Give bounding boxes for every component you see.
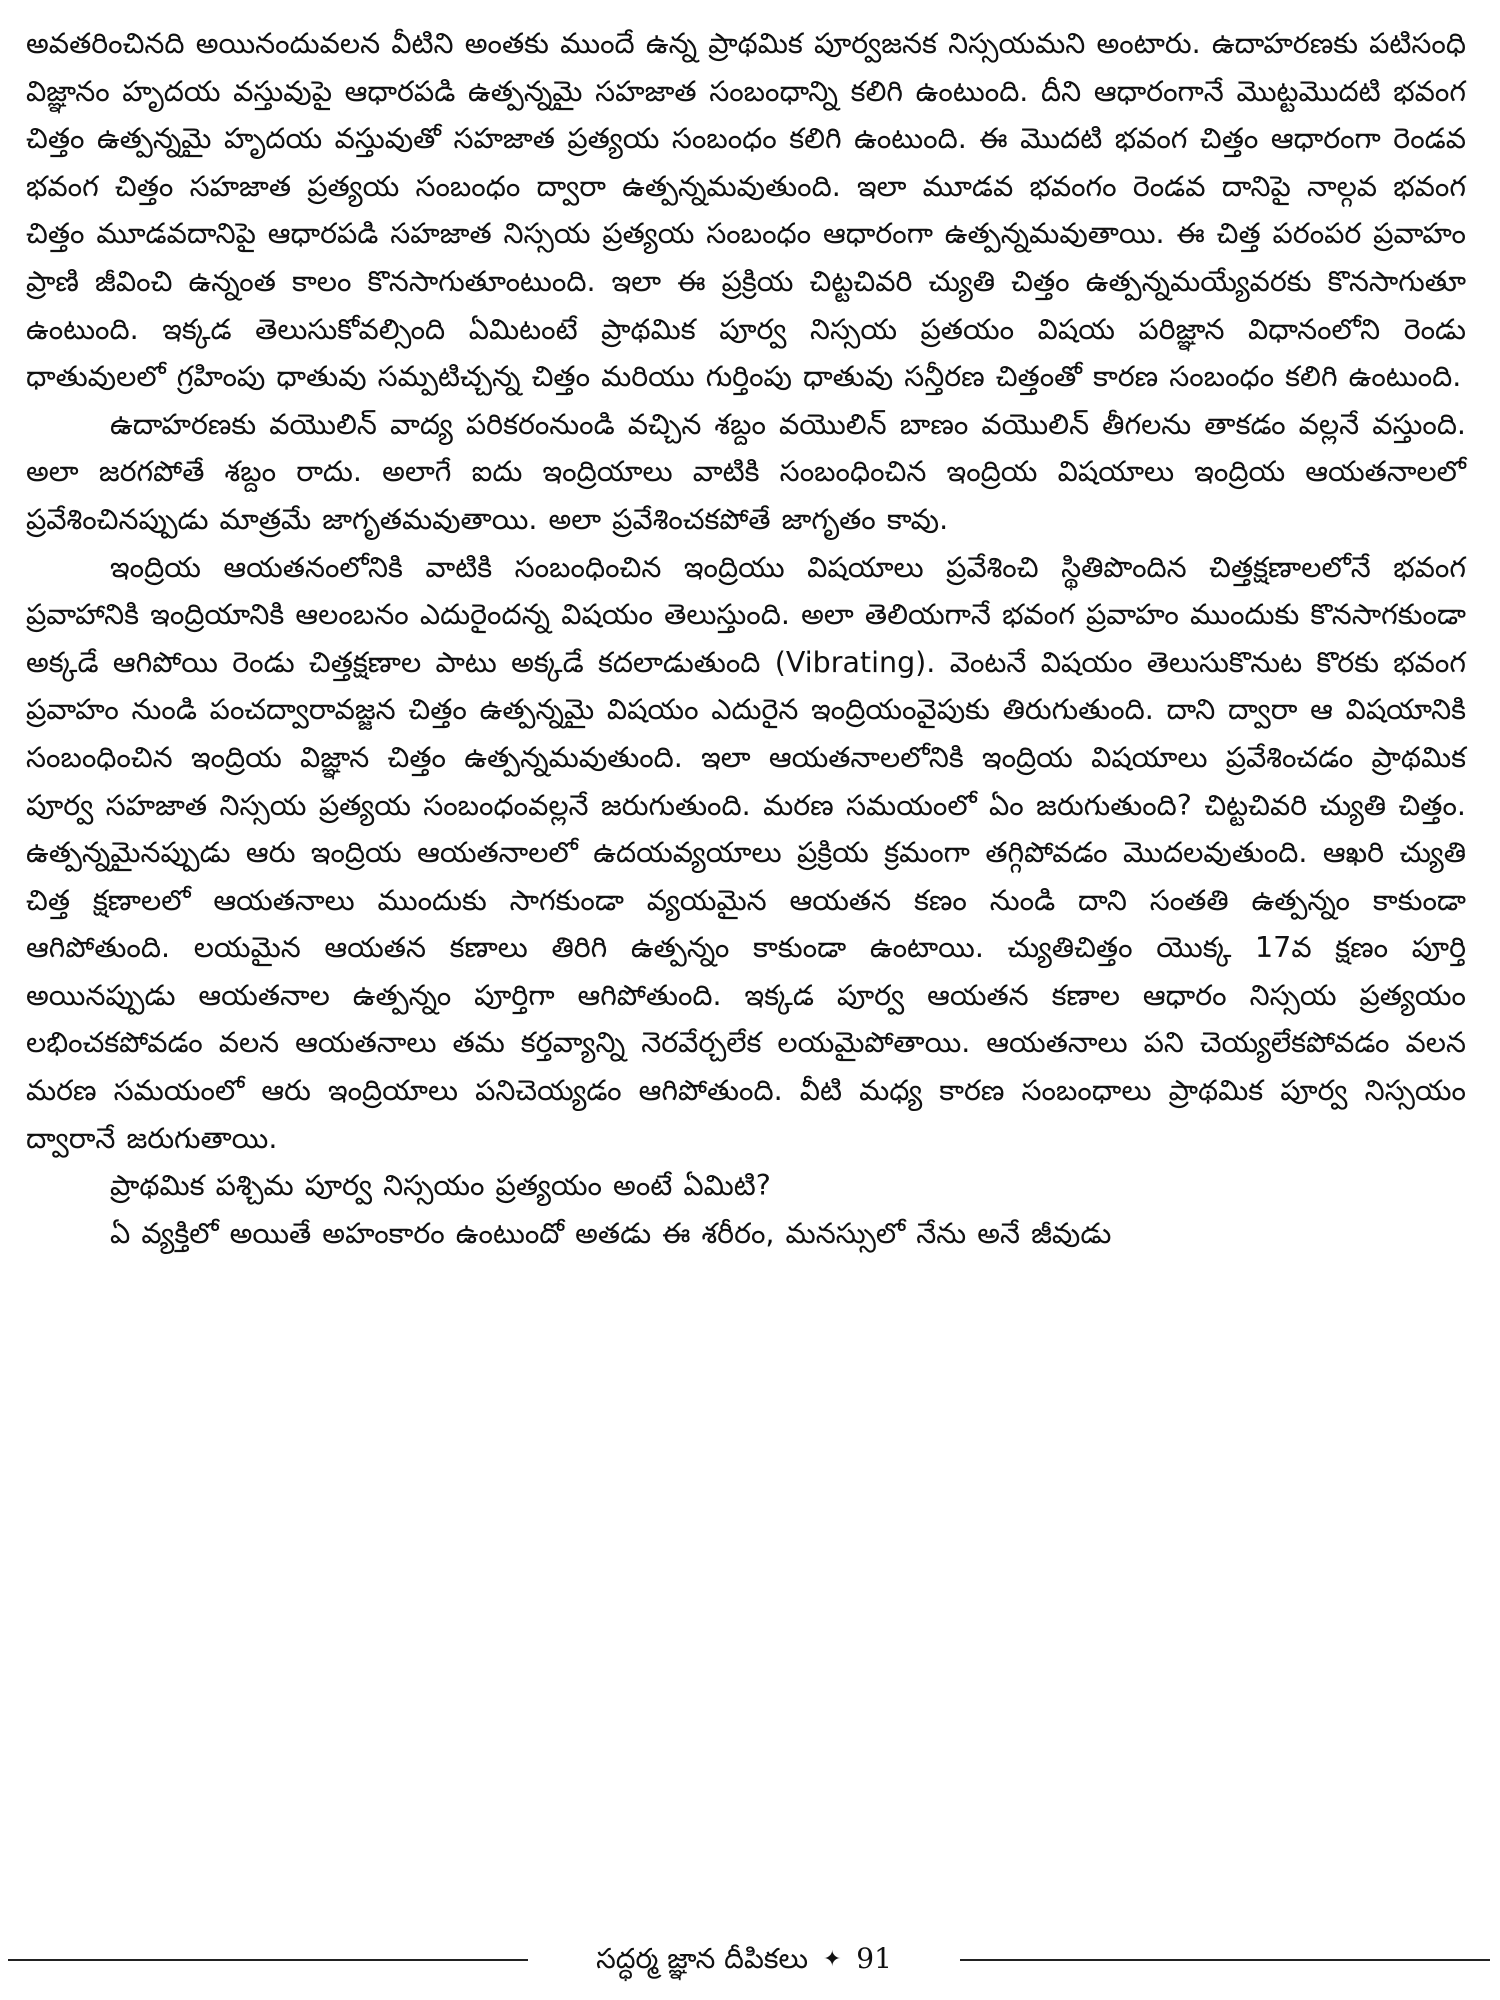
section-question: ప్రాథమిక పశ్చిమ పూర్వ నిస్సయం ప్రత్యయం అంటే ఏమిటి? [110, 1169, 771, 1203]
star-icon: ✦ [822, 1947, 842, 1972]
paragraph-1: అవతరించినది అయినందువలన వీటిని అంతకు ముందే ఉన్న ప్రాథమిక పూర్వజనక నిస్సయమని అంటారు. ఉదాహరణకు పటిసంధి విజ్ఞానం హృదయ వస్తువుపై ఆధారపడి ఉత్పన్నమై సహజాత సంబంధాన్ని కలిగి ఉంటుంది. దీని ఆధారంగానే మొట్టమొదటి భవంగ చిత్తం ఉత్పన్నమై హృదయ వస్తువుతో సహజాత ప్రత్యయ సంబంధం కలిగి ఉంటుంది. ఈ మొదటి భవంగ చిత్తం ఆధారంగా రెండవ భవంగ చిత్తం సహజాత ప్రత్యయ సంబంధం ద్వారా ఉత్పన్నమవుతుంది. ఇలా మూడవ భవంగం రెండవ దానిపై నాల్గవ భవంగ చిత్తం మూడవదానిపై ఆధారపడి సహజాత నిస్సయ ప్రత్యయ సంబంధం ఆధారంగా ఉత్పన్నమవుతాయి. ఈ చిత్త పరంపర ప్రవాహం ప్రాణి జీవించి ఉన్నంత కాలం కొనసాగుతూంటుంది. ఇలా ఈ ప్రక్రియ చిట్టచివరి చ్యుతి చిత్తం ఉత్పన్నమయ్యేవరకు కొనసాగుతూ ఉంటుంది. ఇక్కడ తెలుసుకోవల్సింది ఏమిటంటే ప్రాథమిక పూర్వ నిస్సయ ప్రతయం విషయ పరిజ్ఞాన విధానంలోని రెండు ధాతువులలో గ్రహింపు ధాతువు సమ్పటిచ్చన్న చిత్తం మరియు గుర్తింపు ధాతువు సన్తీరణ చిత్తంతో కారణ సంబంధం కలిగి ఉంటుంది. [26, 27, 1466, 394]
footer-rule-right [960, 1959, 1490, 1961]
footer-center [528, 1941, 960, 1980]
paragraph-5: ఏ వ్యక్తిలో అయితే అహంకారం ఉంటుందో అతడు ఈ శరీరం, మనస్సులో నేను అనే జీవుడు [110, 1216, 1112, 1250]
paragraph-3: ఇంద్రియ ఆయతనంలోనికి వాటికి సంబంధించిన ఇంద్రియు విషయాలు ప్రవేశించి స్థితిపొందిన చిత్తక్షణాలలోనే భవంగ ప్రవాహానికి ఇంద్రియానికి ఆలంబనం ఎదురైందన్న విషయం తెలుస్తుంది. అలా తెలియగానే భవంగ ప్రవాహం ముందుకు కొనసాగకుండా అక్కడే ఆగిపోయి రెండు చిత్తక్షణాల పాటు అక్కడే కదలాడుతుంది (Vibrating). వెంటనే విషయం తెలుసుకొనుట కొరకు భవంగ ప్రవాహం నుండి పంచద్వారావజ్జన చిత్తం ఉత్పన్నమై విషయం ఎదురైన ఇంద్రియంవైపుకు తిరుగుతుంది. దాని ద్వారా ఆ విషయానికి సంబంధించిన ఇంద్రియ విజ్ఞాన చిత్తం ఉత్పన్నమవుతుంది. ఇలా ఆయతనాలలోనికి ఇంద్రియ విషయాలు ప్రవేశించడం ప్రాథమిక పూర్వ సహజాత నిస్సయ ప్రత్యయ సంబంధంవల్లనే జరుగుతుంది. మరణ సమయంలో ఏం జరుగుతుంది? చిట్టచివరి చ్యుతి చిత్తం. ఉత్పన్నమైనప్పుడు ఆరు ఇంద్రియ ఆయతనాలలో ఉదయవ్యయాలు ప్రక్రియ క్రమంగా తగ్గిపోవడం మొదలవుతుంది. ఆఖరి చ్యుతి చిత్త క్షణాలలో ఆయతనాలు ముందుకు సాగకుండా వ్యయమైన ఆయతన కణం నుండి దాని సంతతి ఉత్పన్నం కాకుండా ఆగిపోతుంది. లయమైన ఆయతన కణాలు తిరిగి ఉత్పన్నం కాకుండా ఉంటాయి. చ్యుతిచిత్తం యొక్క 17వ క్షణం పూర్తి అయినప్పుడు ఆయతనాల ఉత్పన్నం పూర్తిగా ఆగిపోతుంది. ఇక్కడ పూర్వ ఆయతన కణాల ఆధారం నిస్సయ ప్రత్యయం లభించకపోవడం వలన ఆయతనాలు తమ కర్తవ్యాన్ని నెరవేర్చలేక లయమైపోతాయి. ఆయతనాలు పని చెయ్యలేకపోవడం వలన మరణ సమయంలో ఆరు ఇంద్రియాలు పనిచెయ్యడం ఆగిపోతుంది. వీటి మధ్య కారణ సంబంధాలు ప్రాథమిక పూర్వ నిస్సయం ద్వారానే జరుగుతాయి. [26, 550, 1466, 1155]
page-number: 91 [856, 1942, 892, 1975]
page-body [26, 20, 1466, 1257]
paragraph-2: ఉదాహరణకు వయొలిన్ వాద్య పరికరంనుండి వచ్చిన శబ్దం వయొలిన్ బాణం వయొలిన్ తీగలను తాకడం వల్లనే వస్తుంది. అలా జరగపోతే శబ్దం రాదు. అలాగే ఐదు ఇంద్రియాలు వాటికి సంబంధించిన ఇంద్రియ విషయాలు ఇంద్రియ ఆయతనాలలో ప్రవేశించినప్పుడు మాత్రమే జాగృతమవుతాయి. అలా ప్రవేశించకపోతే జాగృతం కావు. [26, 407, 1466, 536]
footer-book-title: సద్ధర్మ జ్ఞాన దీపికలు [596, 1942, 809, 1975]
page-footer [0, 1935, 1500, 1985]
footer-rule-left [8, 1959, 528, 1961]
